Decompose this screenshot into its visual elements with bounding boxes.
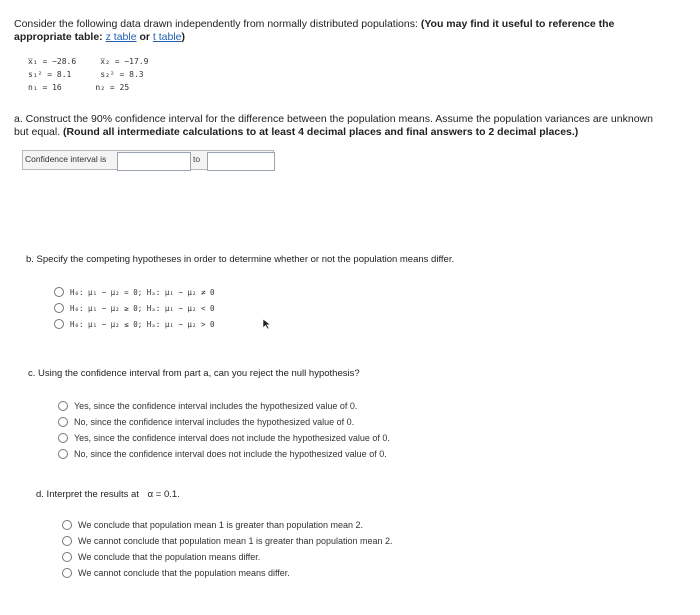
reject-option[interactable] xyxy=(58,414,390,430)
part-c-options xyxy=(58,398,390,462)
radio-button[interactable] xyxy=(58,433,68,443)
part-b-question: b. Specify the competing hypotheses in order to determine whether or not the population means differ. xyxy=(26,254,455,265)
conclusion-option[interactable] xyxy=(62,517,393,533)
hypothesis-label: H₀: μ₁ − μ₂ = 0; Hₐ: μ₁ − μ₂ ≠ 0 xyxy=(70,287,215,297)
radio-button[interactable] xyxy=(62,536,72,546)
radio-button[interactable] xyxy=(58,449,68,459)
alpha-value: α = 0.1. xyxy=(147,489,180,500)
radio-button[interactable] xyxy=(54,287,64,297)
hypothesis-label: H₀: μ₁ − μ₂ ≥ 0; Hₐ: μ₁ − μ₂ < 0 xyxy=(70,303,215,313)
part-a-bold: (Round all intermediate calculations to at least 4 decimal places and final answers to 2 decimal places.) xyxy=(63,126,579,138)
radio-button[interactable] xyxy=(58,401,68,411)
ci-lower-input[interactable] xyxy=(117,152,191,171)
intro-bold: (You may find it useful to reference the appropriate table: xyxy=(14,18,615,43)
hypothesis-option[interactable] xyxy=(54,300,215,316)
conclusion-option[interactable] xyxy=(62,565,393,581)
ci-label: Confidence interval is xyxy=(25,154,107,164)
radio-button[interactable] xyxy=(62,520,72,530)
t-table-link[interactable]: t table xyxy=(152,31,182,43)
reject-option[interactable] xyxy=(58,446,390,462)
part-d-text: d. Interpret the results at xyxy=(36,489,139,500)
stats-row-sizes: n₁ = 16 n₂ = 25 xyxy=(28,83,130,92)
reject-option-label: Yes, since the confidence interval includes the hypothesized value of 0. xyxy=(74,401,358,411)
reject-option[interactable] xyxy=(58,430,390,446)
mouse-cursor-icon xyxy=(262,318,272,330)
radio-button[interactable] xyxy=(58,417,68,427)
conclusion-option[interactable] xyxy=(62,533,393,549)
z-table-link[interactable]: z table xyxy=(105,31,137,43)
intro-lead: Consider the following data drawn independently from normally distributed populations: xyxy=(14,18,418,30)
intro-or: or xyxy=(139,31,150,43)
intro-text xyxy=(14,18,674,44)
conclusion-label: We cannot conclude that the population means differ. xyxy=(78,568,290,578)
reject-option[interactable] xyxy=(58,398,390,414)
hypotheses-options xyxy=(54,284,215,332)
part-a-question xyxy=(14,113,654,139)
stats-row-means: x̅₁ = −28.6 x̅₂ = −17.9 xyxy=(28,57,149,66)
reject-option-label: No, since the confidence interval includes the hypothesized value of 0. xyxy=(74,417,355,427)
part-a-text: a. Construct the 90% confidence interval for the difference between the population means. Assume the population variances are unknown but equal. xyxy=(14,113,653,138)
part-d-question xyxy=(36,489,180,500)
hypothesis-label: H₀: μ₁ − μ₂ ≤ 0; Hₐ: μ₁ − μ₂ > 0 xyxy=(70,319,215,329)
radio-button[interactable] xyxy=(54,303,64,313)
radio-button[interactable] xyxy=(62,552,72,562)
radio-button[interactable] xyxy=(54,319,64,329)
stats-row-variances: s₁² = 8.1 s₂² = 8.3 xyxy=(28,70,144,79)
confidence-interval-row xyxy=(22,150,274,170)
part-d-options xyxy=(62,517,393,581)
intro-close: ) xyxy=(181,31,185,43)
ci-upper-input[interactable] xyxy=(207,152,275,171)
conclusion-label: We conclude that the population means differ. xyxy=(78,552,261,562)
conclusion-label: We conclude that population mean 1 is greater than population mean 2. xyxy=(78,520,364,530)
radio-button[interactable] xyxy=(62,568,72,578)
hypothesis-option[interactable] xyxy=(54,316,215,332)
ci-to-label: to xyxy=(193,154,201,164)
hypothesis-option[interactable] xyxy=(54,284,215,300)
conclusion-label: We cannot conclude that population mean 1 is greater than population mean 2. xyxy=(78,536,393,546)
reject-option-label: Yes, since the confidence interval does not include the hypothesized value of 0. xyxy=(74,433,390,443)
sample-statistics xyxy=(28,57,148,96)
part-c-question: c. Using the confidence interval from part a, can you reject the null hypothesis? xyxy=(28,368,360,379)
conclusion-option[interactable] xyxy=(62,549,393,565)
reject-option-label: No, since the confidence interval does not include the hypothesized value of 0. xyxy=(74,449,387,459)
